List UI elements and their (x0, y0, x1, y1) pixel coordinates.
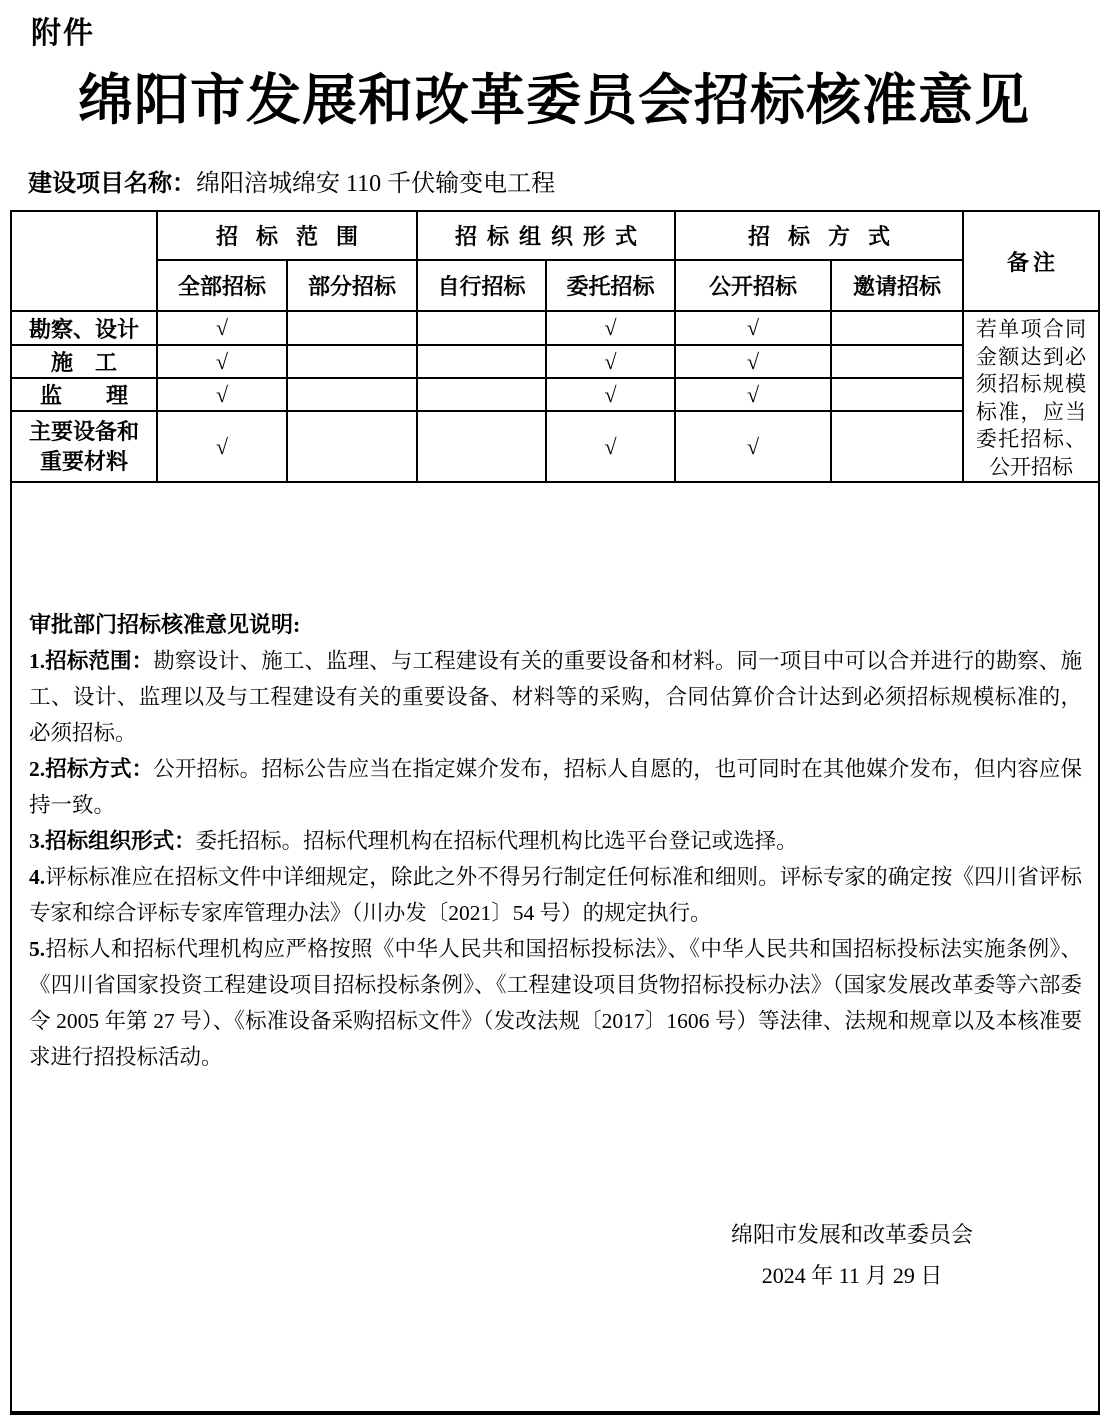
check-cell: √ (546, 378, 675, 411)
check-cell (417, 345, 546, 378)
notes-heading: 审批部门招标核准意见说明: (29, 611, 301, 637)
check-cell (417, 411, 546, 482)
note-text: 勘察设计、施工、监理、与工程建设有关的重要设备和材料。同一项目中可以合并进行的勘察、施工、设计、监理以及与工程建设有关的重要设备、材料等的采购，合同估算价合计达到必须招标规模标准的，必须招标。 (29, 648, 1083, 745)
note-label: 4. (29, 864, 46, 889)
note-text: 公开招标。招标公告应当在指定媒介发布，招标人自愿的，也可同时在其他媒介发布，但内容应保持一致。 (29, 756, 1083, 817)
remark-header: 备注 (963, 211, 1099, 311)
note-text: 委托招标。招标代理机构在招标代理机构比选平台登记或选择。 (195, 828, 798, 853)
note-item-2 (29, 751, 1082, 823)
project-name-value: 绵阳涪城绵安 110 千伏输变电工程 (196, 171, 556, 197)
check-cell: √ (546, 345, 675, 378)
note-item-5 (29, 931, 1082, 1075)
approval-table (10, 210, 1100, 1415)
row-label-major-equipment: 主要设备和重要材料 (11, 411, 157, 482)
table-header-row-subs (11, 260, 1099, 311)
check-cell (831, 411, 963, 482)
row-label-construction: 施 工 (11, 345, 157, 378)
group-header-organization-form: 招标组织形式 (417, 211, 675, 260)
sub-header-invited-bidding: 邀请招标 (831, 260, 963, 311)
note-text: 招标人和招标代理机构应严格按照《中华人民共和国招标投标法》、《中华人民共和国招标投标法实施条例》、《四川省国家投资工程建设项目招标投标条例》、《工程建设项目货物招标投标办法》（国家发展改革委等六部委令 2005 年第 27 号）、《标准设备采购招标文件》（发改法规〔2017〕1606 号）等法律、法规和规章以及本核准要求进行招投标活动。 (29, 936, 1083, 1069)
check-cell (417, 311, 546, 345)
row-label-survey-design: 勘察、设计 (11, 311, 157, 345)
note-label: 2.招标方式： (29, 756, 154, 781)
check-cell: √ (157, 411, 287, 482)
note-label: 1.招标范围： (29, 648, 154, 673)
table-row (11, 345, 1099, 378)
document-title: 绵阳市发展和改革委员会招标核准意见 (77, 70, 1030, 131)
note-item-1 (29, 643, 1082, 751)
check-cell: √ (546, 411, 675, 482)
sub-header-delegated-bidding: 委托招标 (546, 260, 675, 311)
note-label: 3.招标组织形式： (29, 828, 196, 853)
project-name-line (28, 163, 555, 198)
check-cell: √ (675, 411, 831, 482)
table-row (11, 411, 1099, 482)
project-name-label: 建设项目名称： (28, 171, 196, 197)
attachment-label: 附件 (31, 17, 95, 50)
check-cell: √ (546, 311, 675, 345)
signature-date: 2024 年 11 月 29 日 (761, 1262, 943, 1288)
check-cell: √ (157, 311, 287, 345)
group-header-bidding-method: 招标方式 (675, 211, 963, 260)
signature-block (702, 1217, 1002, 1294)
check-cell: √ (675, 311, 831, 345)
notes-section (11, 482, 1099, 1413)
row-label-supervision: 监 理 (11, 378, 157, 411)
check-cell (287, 378, 417, 411)
remark-text: 若单项合同金额达到必须招标规模标准，应当委托招标、公开招标 (975, 317, 1087, 479)
note-label: 5. (29, 936, 46, 961)
note-item-3 (29, 823, 1082, 859)
remark-cell (963, 311, 1099, 482)
sub-header-open-bidding: 公开招标 (675, 260, 831, 311)
corner-cell (11, 211, 157, 311)
sub-header-self-bidding: 自行招标 (417, 260, 546, 311)
check-cell (287, 345, 417, 378)
check-cell (831, 378, 963, 411)
check-cell (287, 311, 417, 345)
table-row (11, 311, 1099, 345)
check-cell: √ (675, 378, 831, 411)
note-text: 评标标准应在招标文件中详细规定，除此之外不得另行制定任何标准和细则。评标专家的确定按《四川省评标专家和综合评标专家库管理办法》（川办发〔2021〕54 号）的规定执行。 (29, 864, 1083, 925)
sub-header-partial-bidding: 部分招标 (287, 260, 417, 311)
group-header-bidding-scope: 招标范围 (157, 211, 417, 260)
sub-header-full-bidding: 全部招标 (157, 260, 287, 311)
notes-row (11, 482, 1099, 1413)
table-row (11, 378, 1099, 411)
check-cell (417, 378, 546, 411)
check-cell: √ (157, 378, 287, 411)
signature-org: 绵阳市发展和改革委员会 (731, 1221, 974, 1247)
check-cell (287, 411, 417, 482)
check-cell: √ (675, 345, 831, 378)
note-item-4 (29, 859, 1082, 931)
check-cell (831, 311, 963, 345)
table-header-row-groups (11, 211, 1099, 260)
check-cell: √ (157, 345, 287, 378)
check-cell (831, 345, 963, 378)
